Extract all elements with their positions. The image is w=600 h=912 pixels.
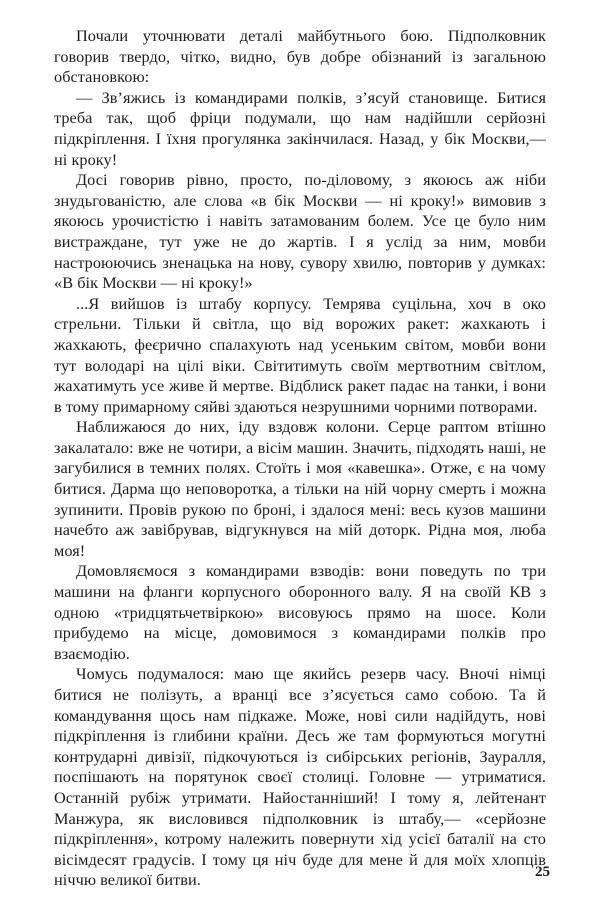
page-body — [54, 26, 546, 891]
paragraph: Почали уточнювати деталі майбутнього бою. Підполковник говорив твердо, чітко, видно, був добре обізнаний із загальною обстановкою: — [54, 26, 546, 87]
paragraph: Досі говорив рівно, просто, по-діловому, з якоюсь аж ніби знудьгованістю, але слова «в бік Москви — ні кроку!» вимовив з якоюсь урочистістю і навіть затамованим болем. Усе це було ним вистраждане, тут уже не до жартів. І я услід за ним, мовби настроюючись зненацька на нову, сувору хвилю, повторив у думках: «В бік Москви — ні кроку!» — [54, 170, 546, 293]
paragraph: Чомусь подумалося: маю ще якийсь резерв часу. Вночі німці битися не полізуть, а вранці все з’ясується само собою. Та й командування щось нам підкаже. Може, нові сили надійдуть, нові підкріплення із глибини країни. Десь же там формуються могутні контрударні дивізії, підкочуються із сибірських регіонів, Зауралля, поспішають на порятунок своєї столиці. Головне — утриматися. Останній рубіж утримати. Найостанніший! І тому я, лейтенант Манжура, як висловився підполковник із штабу,— «серйозне підкріплення», котрому належить повернути хід усієї баталії на сто вісімдесят градусів. І тому ця ніч буде для мене й для моїх хлопців ніччю великої битви. — [54, 664, 546, 890]
page-number: 25 — [535, 864, 550, 880]
paragraph: — Зв’яжись із командирами полків, з’ясуй становище. Битися треба так, щоб фріци подумали, що нам надійшли серйозні підкріплення. І їхня прогулянка закінчилася. Назад, у бік Москви,— ні кроку! — [54, 87, 546, 169]
paragraph: Наближаюся до них, іду вздовж колони. Серце раптом втішно закалатало: вже не чотири, а вісім машин. Значить, підходять наші, не загубилися в темних полях. Стоїть і моя «кавешка». Отже, є на чому битися. Дарма що неповоротка, а тільки на ній чорну смерть і можна зупинити. Провів рукою по броні, і здалося мені: весь кузов машини начебто аж завібрував, відгукнувся на мій доторк. Рідна моя, люба моя! — [54, 417, 546, 560]
paragraph: ...Я вийшов із штабу корпусу. Темрява суцільна, хоч в око стрельни. Тільки й світла, що від ворожих ракет: жахкають і жахкають, феєрично спалахують над усеньким світом, мовби вони тут володарі на цілі віки. Світитимуть своїм мертвотним світлом, жахатимуть усе живе й мертве. Відблиск ракет падає на танки, і вони в тому примарному сяйві здаються незрушними чорними потворами. — [54, 293, 546, 416]
paragraph: Домовляємося з командирами взводів: вони поведуть по три машини на фланги корпусного оборонного валу. Я на своїй КВ з одною «тридцятьчетвіркою» висовуюсь прямо на шосе. Коли прибудемо на місце, домовимося з командирами полків про взаємодію. — [54, 561, 546, 663]
